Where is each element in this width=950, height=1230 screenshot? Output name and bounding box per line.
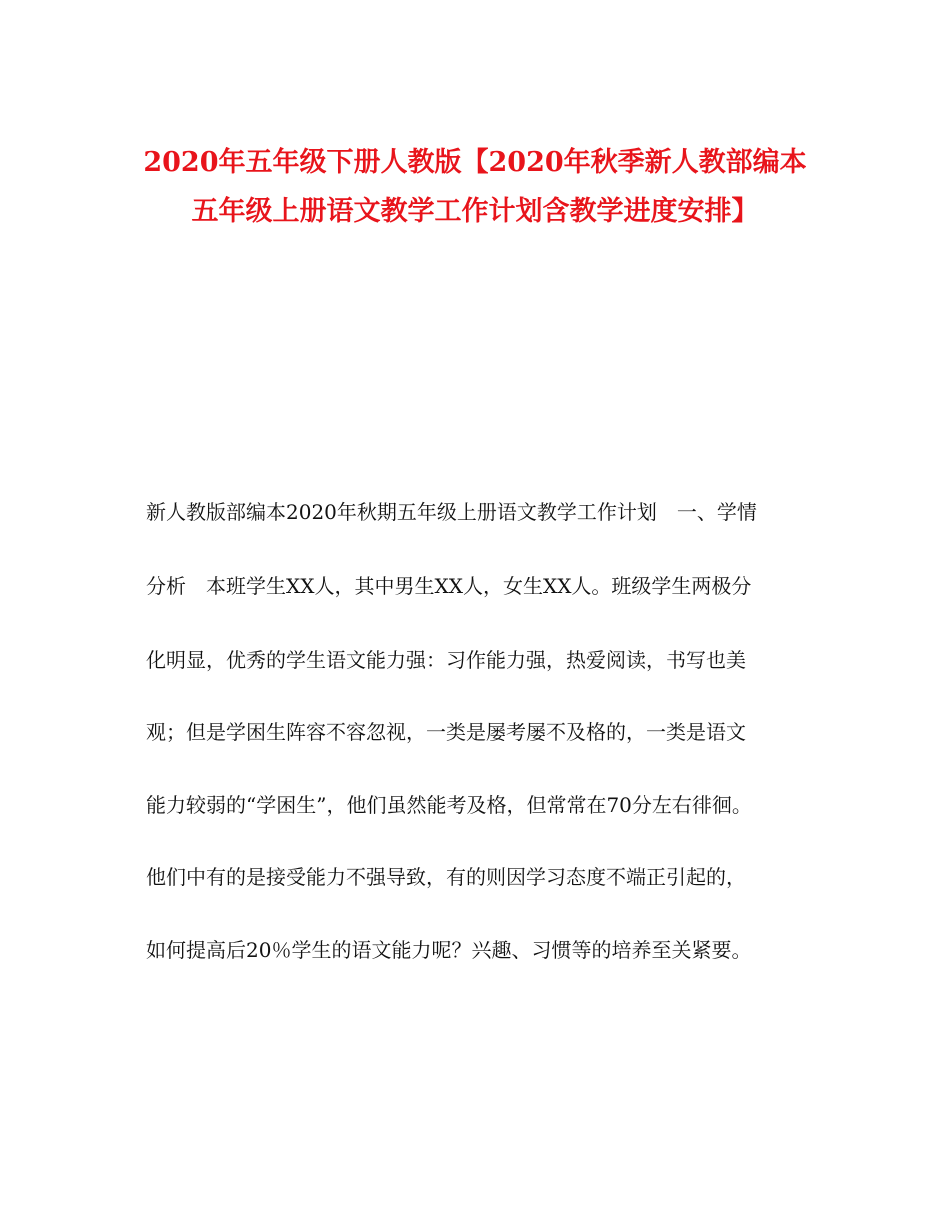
body-text-line-6: 他们中有的是接受能力不强导致，有的则因学习态度不端正引起的， [146,865,746,889]
body-text-line-7: 如何提高后20％学生的语文能力呢？兴趣、习惯等的培养至关紧要。 [146,938,752,962]
document-title-line-2: 五年级上册语文教学工作计划含教学进度安排】 [191,196,759,227]
body-text-line-4: 观；但是学困生阵容不容忽视，一类是屡考屡不及格的，一类是语文 [146,720,746,744]
document-title-line-1: 2020年五年级下册人教版【2020年秋季新人教部编本 [143,147,807,178]
body-text-line-2: 分析 本班学生XX人，其中男生XX人，女生XX人。班级学生两极分 [146,574,752,598]
body-text-line-5: 能力较弱的“学困生”，他们虽然能考及格，但常常在70分左右徘徊。 [146,793,752,817]
body-text-line-1: 新人教版部编本2020年秋期五年级上册语文教学工作计划 一、学情 [146,500,757,524]
body-text-line-3: 化明显，优秀的学生语文能力强：习作能力强，热爱阅读，书写也美 [146,648,746,672]
